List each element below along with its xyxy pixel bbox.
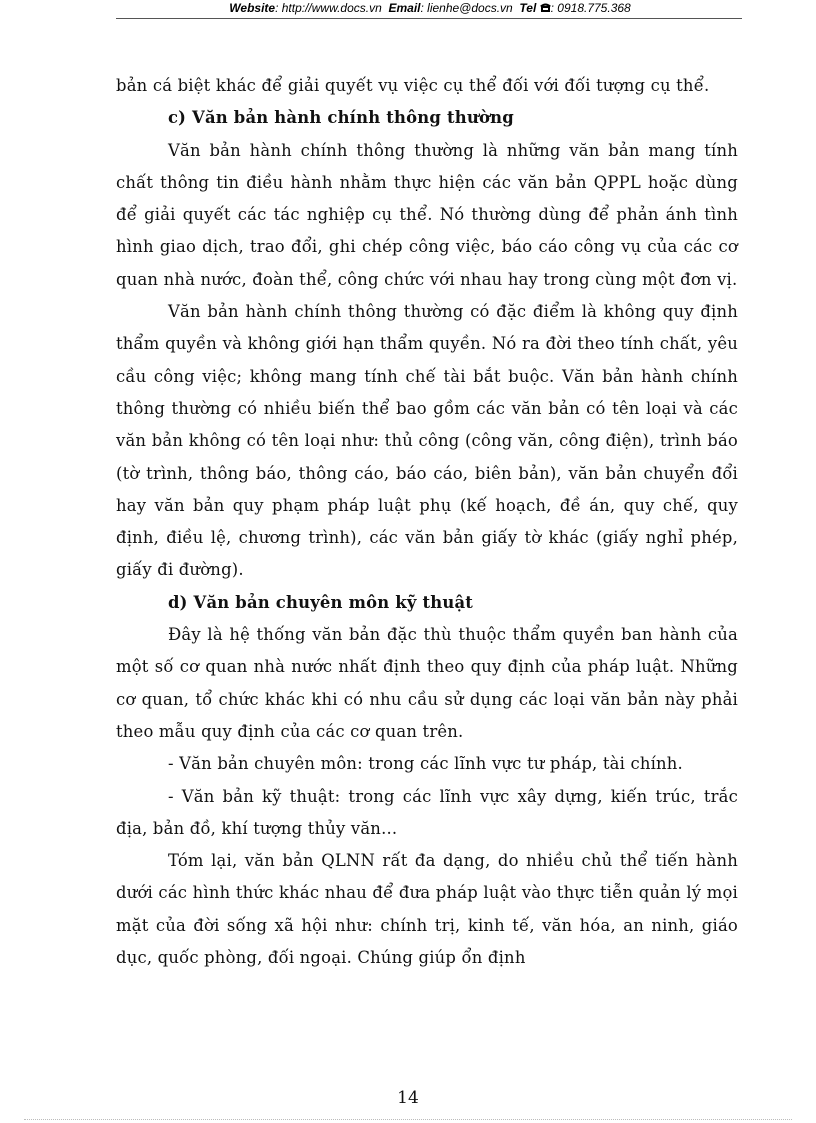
paragraph: Văn bản hành chính thông thường có đặc điểm là không quy định thẩm quyền và không giới hạn thẩm quyền. Nó ra đời theo tính chất, yêu cầu công việc; không mang tính chế tài bắt buộc. Văn bản hành chính thông thường có nhiều biến thể bao gồm các văn bản có tên loại và các văn bản không có tên loại như: thủ công (công văn, công điện), trình báo (tờ trình, thông báo, thông cáo, báo cáo, biên bản), văn bản chuyển đổi hay văn bản quy phạm pháp luật phụ (kế hoạch, đề án, quy chế, quy định, điều lệ, chương trình), các văn bản giấy tờ khác (giấy nghỉ phép, giấy đi đường).	[116, 302, 738, 580]
page-number: 14	[397, 1088, 419, 1108]
list-item: - Văn bản chuyên môn: trong các lĩnh vực tư pháp, tài chính.	[168, 754, 683, 774]
document-body	[116, 70, 738, 974]
section-heading-d: d) Văn bản chuyên môn kỹ thuật	[168, 592, 474, 612]
phone-icon	[540, 1, 551, 18]
paragraph: Tóm lại, văn bản QLNN rất đa dạng, do nhiều chủ thể tiến hành dưới các hình thức khác nhau để đưa pháp luật vào thực tiễn quản lý mọi mặt của đời sống xã hội như: chính trị, kinh tế, văn hóa, an ninh, giáo dục, quốc phòng, đối ngoại. Chúng giúp ổn định	[116, 851, 738, 968]
page-header	[120, 0, 740, 18]
list-item: - Văn bản kỹ thuật: trong các lĩnh vực xây dựng, kiến trúc, trắc địa, bản đồ, khí tượng thủy văn...	[116, 786, 738, 838]
email-value: : lienhe@docs.vn	[420, 1, 513, 15]
website-value: : http://www.docs.vn	[275, 1, 382, 15]
email-label: Email	[388, 1, 421, 15]
website-label: Website	[229, 1, 276, 15]
paragraph-continuation: bản cá biệt khác để giải quyết vụ việc cụ thể đối với đối tượng cụ thể.	[116, 76, 710, 95]
tel-value: : 0918.775.368	[550, 1, 631, 15]
footer-rule	[24, 1119, 792, 1120]
paragraph: Đây là hệ thống văn bản đặc thù thuộc thẩm quyền ban hành của một số cơ quan nhà nước nhất định theo quy định của pháp luật. Những cơ quan, tổ chức khác khi có nhu cầu sử dụng các loại văn bản này phải theo mẫu quy định của các cơ quan trên.	[116, 625, 738, 741]
tel-label: Tel	[519, 1, 537, 15]
section-heading-c: c) Văn bản hành chính thông thường	[168, 108, 514, 128]
header-rule	[116, 18, 742, 19]
paragraph: Văn bản hành chính thông thường là những văn bản mang tính chất thông tin điều hành nhằm thực hiện các văn bản QPPL hoặc dùng để giải quyết các tác nghiệp cụ thể. Nó thường dùng để phản ánh tình hình giao dịch, trao đổi, ghi chép công việc, báo cáo công vụ của các cơ quan nhà nước, đoàn thể, công chức với nhau hay trong cùng một đơn vị.	[116, 140, 738, 289]
